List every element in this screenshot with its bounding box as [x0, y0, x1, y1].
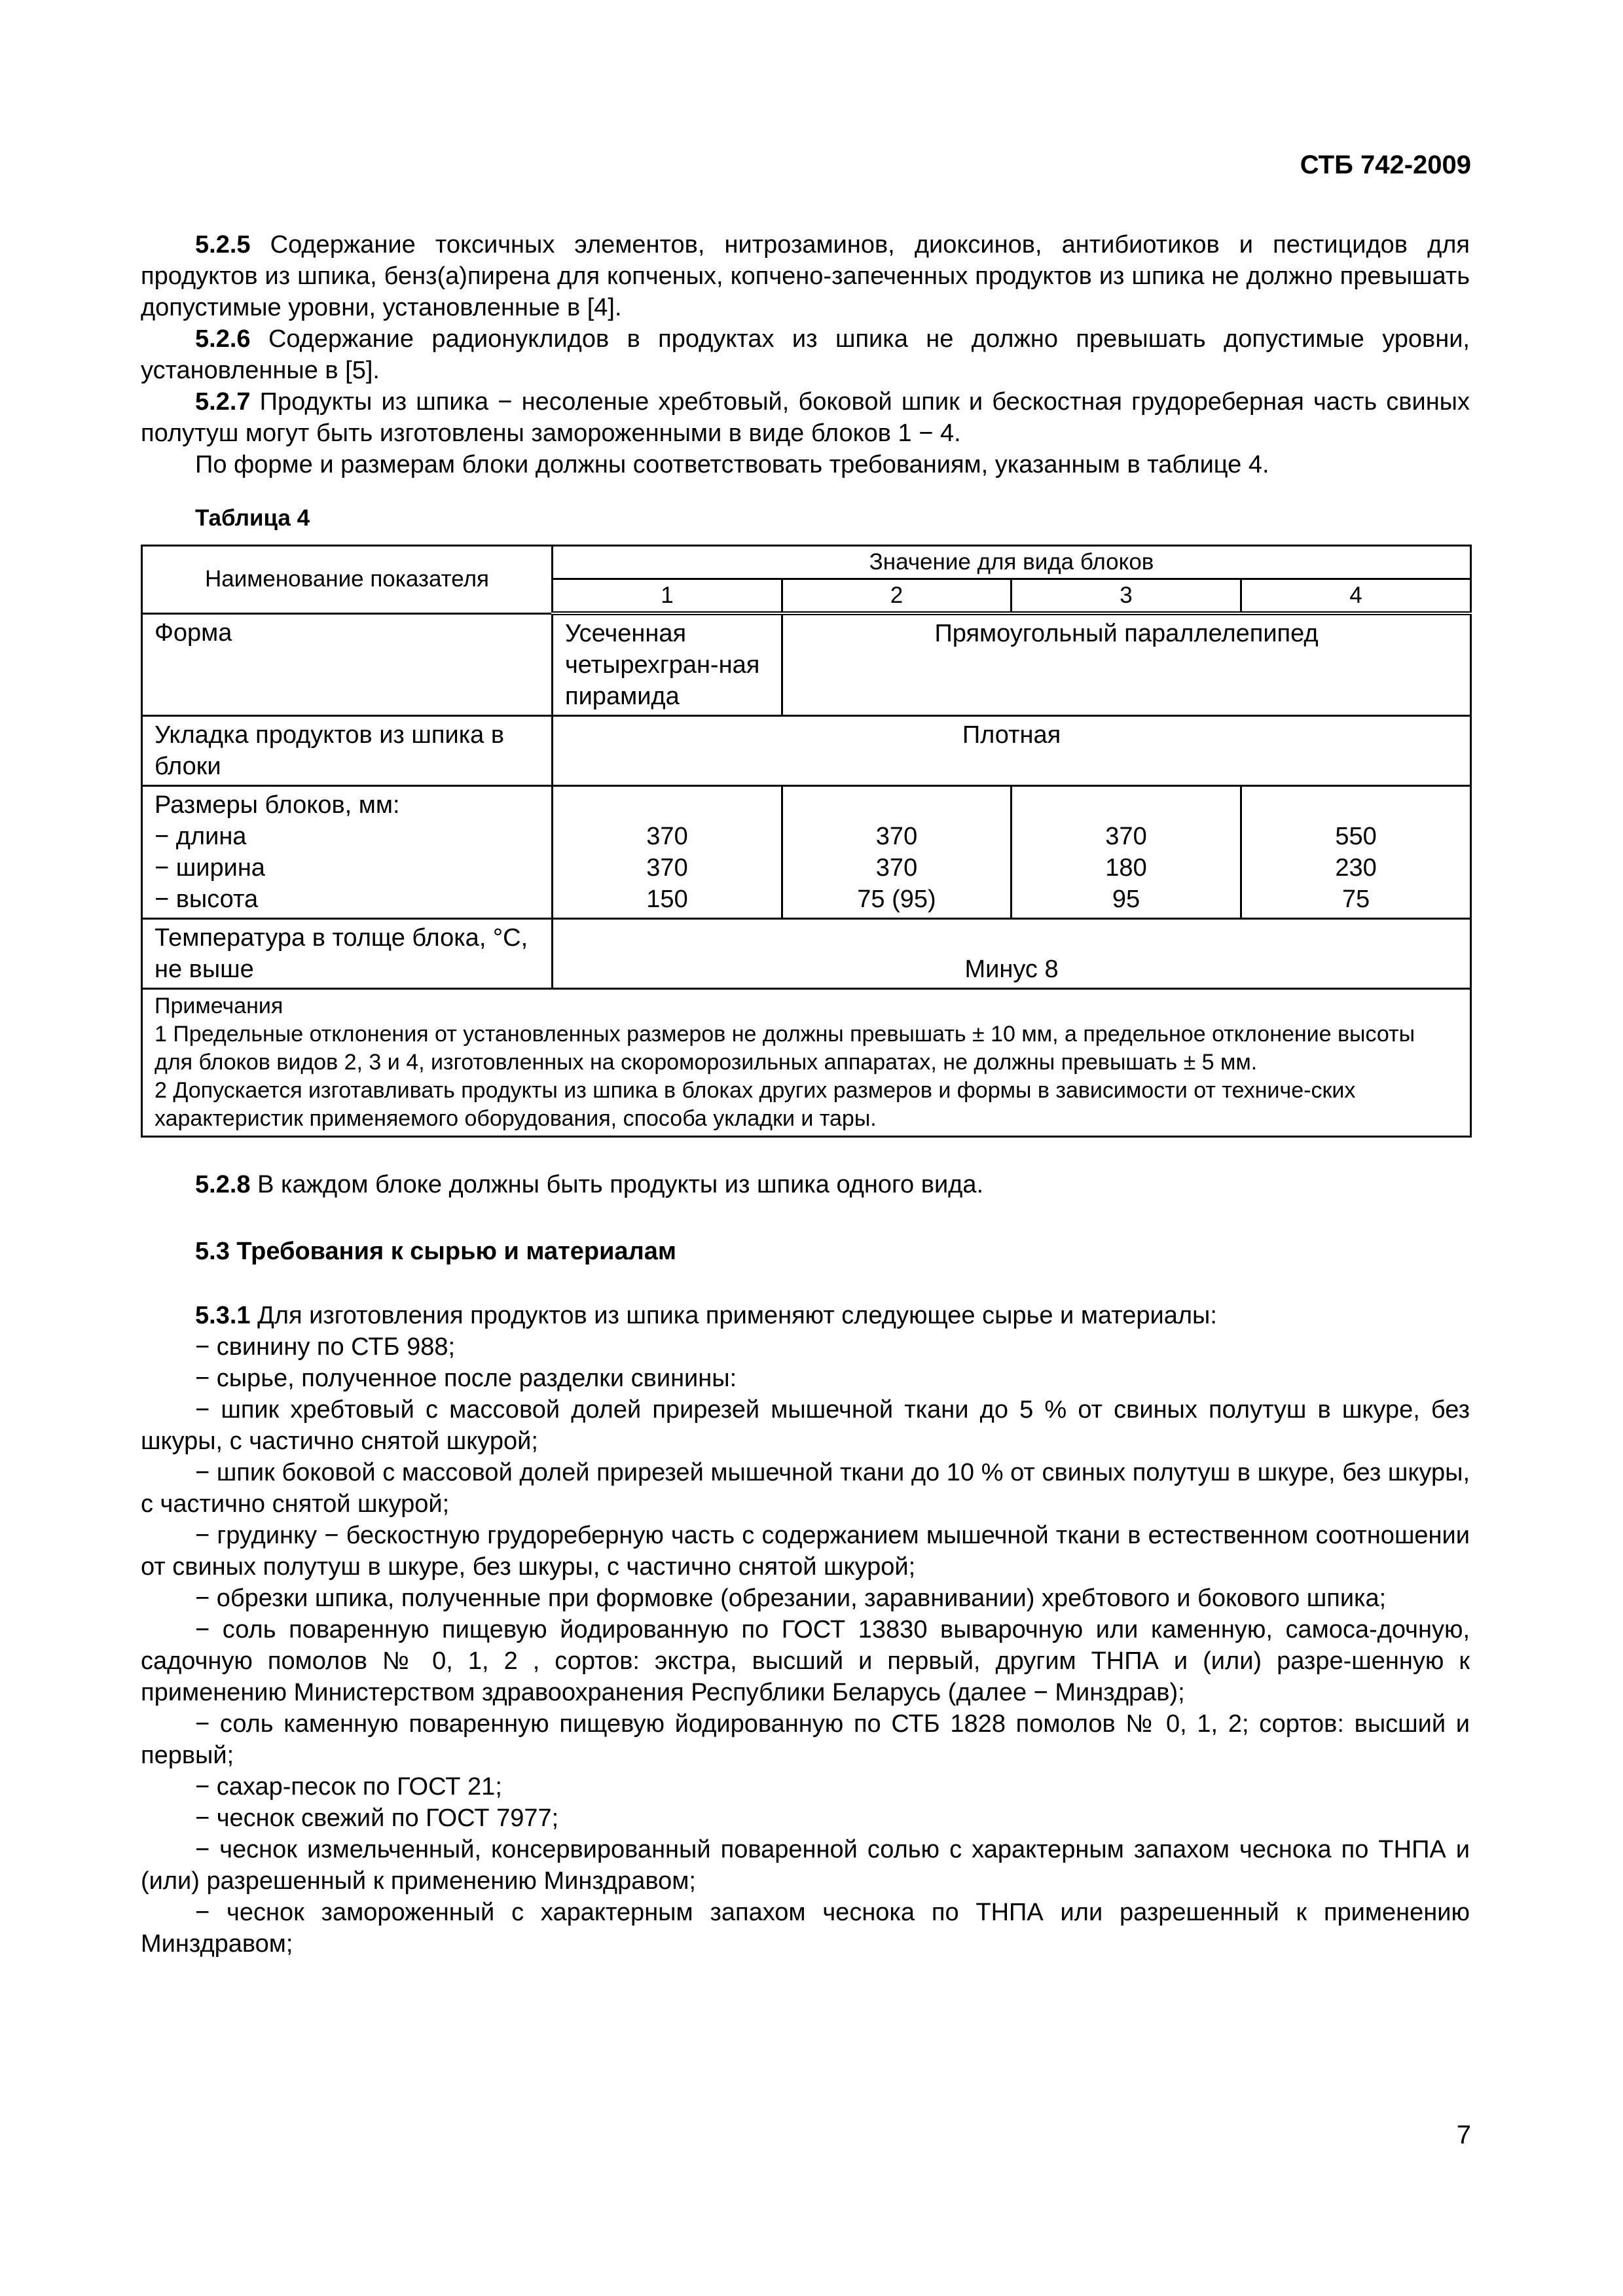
paragraph-5-3-1 [141, 1300, 1470, 1331]
table-caption: Таблица 4 [195, 505, 310, 531]
blocks-table [141, 545, 1472, 1138]
packing-label: Укладка продуктов из шпика в блоки [142, 716, 553, 786]
paragraph-5-2-6 [141, 323, 1470, 386]
clause-number: 5.2.8 [195, 1171, 251, 1198]
clause-number: 5.2.5 [195, 231, 251, 259]
block-4-width: 230 [1335, 854, 1377, 882]
table-row-notes [142, 989, 1471, 1137]
note-1: 1 Предельные отклонения от установленных размеров не должны превышать ± 10 мм, а предельное отклонение высоты для блоков видов 2, 3 и 4, изготовленных на скороморозильных аппаратах, не должны превышать ± 5 мм. [155, 1022, 1415, 1075]
page-number: 7 [1456, 2121, 1471, 2149]
clause-text: Продукты из шпика − несоленые хребтовый, боковой шпик и бескостная грудореберная часть свиных полутуш могут быть изготовлены замороженными в виде блоков 1 − 4. [141, 388, 1470, 447]
header-block-4: 4 [1241, 579, 1471, 614]
packing-value: Плотная [553, 716, 1471, 786]
section-heading-5-3: 5.3 Требования к сырью и материалам [195, 1238, 676, 1265]
table-header-row [142, 546, 1471, 579]
table-row-temperature [142, 919, 1471, 989]
block-3-width: 180 [1105, 854, 1147, 882]
list-item: − грудинку − бескостную грудореберную часть с содержанием мышечной ткани в естественном соотношении от свиных полутуш в шкуре, без шкуры, с частично снятой шкурой; [141, 1522, 1470, 1581]
block-4-length: 550 [1335, 823, 1377, 850]
list-item: − соль каменную поваренную пищевую йодированную по СТБ 1828 помолов № 0, 1, 2; сортов: высший и первый; [141, 1710, 1470, 1769]
header-block-2: 2 [782, 579, 1012, 614]
list-item: − обрезки шпика, полученные при формовке (обрезании, заравнивании) хребтового и бокового шпика; [195, 1585, 1387, 1612]
dimensions-label-cell [142, 786, 553, 919]
header-indicator-name: Наименование показателя [142, 546, 553, 614]
list-item: − свинину по СТБ 988; [195, 1333, 456, 1361]
block-1-width: 370 [646, 854, 688, 882]
list-item: − сырье, полученное после разделки свинины: [195, 1365, 737, 1392]
block-2-width: 370 [875, 854, 918, 882]
dimension-width-label: − ширина [155, 854, 265, 882]
block-4-height: 75 [1341, 886, 1370, 913]
temperature-label: Температура в толще блока, °С, не выше [142, 919, 553, 989]
clause-text: По форме и размерам блоки должны соответствовать требованиям, указанным в таблице 4. [195, 451, 1269, 478]
block-1-length: 370 [646, 823, 688, 850]
list-item: − соль поваренную пищевую йодированную по ГОСТ 13830 выварочную или каменную, самоса-дочную, садочную помолов № 0, 1, 2 , сортов: экстра, высший и первый, другим ТНПА и (или) разре-шенную к применению Министерством здравоохранения Республики Беларусь (далее − Минздрав); [141, 1616, 1470, 1706]
materials-list [141, 1331, 1470, 1960]
note-2: 2 Допускается изготавливать продукты из шпика в блоках других размеров и формы в зависимости от техниче-ских характеристик применяемого оборудования, способа укладки и тары. [155, 1078, 1356, 1131]
list-item: − шпик хребтовый с массовой долей прирезей мышечной ткани до 5 % от свиных полутуш в шкуре, без шкуры, с частично снятой шкурой; [141, 1396, 1470, 1455]
header-block-value: Значение для вида блоков [553, 546, 1471, 579]
dimensions-block-1 [553, 786, 782, 919]
table-row-dimensions [142, 786, 1471, 919]
dimensions-label: Размеры блоков, мм: [155, 791, 400, 819]
block-3-height: 95 [1112, 886, 1140, 913]
header-block-3: 3 [1012, 579, 1241, 614]
dimension-height-label: − высота [155, 886, 259, 913]
table-notes [142, 989, 1471, 1137]
block-2-height: 75 (95) [857, 886, 936, 913]
list-item: − чеснок свежий по ГОСТ 7977; [195, 1804, 559, 1832]
clause-text: Для изготовления продуктов из шпика применяют следующее сырье и материалы: [250, 1302, 1217, 1329]
list-item: − чеснок измельченный, консервированный поваренной солью с характерным запахом чеснока по ТНПА и (или) разрешенный к применению Минздравом; [141, 1836, 1470, 1895]
clause-number: 5.2.6 [195, 325, 251, 353]
table-row-packing [142, 716, 1471, 786]
dimensions-block-2 [782, 786, 1012, 919]
dimensions-block-3 [1012, 786, 1241, 919]
paragraph-5-2-8 [141, 1169, 1470, 1200]
shape-block-1: Усеченная четырехгран-ная пирамида [553, 613, 782, 716]
clause-text: В каждом блоке должны быть продукты из шпика одного вида. [250, 1171, 984, 1198]
clause-number: 5.2.7 [195, 388, 251, 416]
dimensions-block-4 [1241, 786, 1471, 919]
clause-number: 5.3.1 [195, 1302, 251, 1329]
shape-other-blocks: Прямоугольный параллелепипед [782, 613, 1471, 716]
paragraph-5-2-5 [141, 229, 1470, 323]
list-item: − чеснок замороженный с характерным запахом чеснока по ТНПА или разрешенный к применению Минздравом; [141, 1899, 1470, 1958]
notes-title: Примечания [155, 994, 283, 1018]
paragraph-5-2-7 [141, 386, 1470, 449]
temperature-value: Минус 8 [553, 919, 1471, 989]
block-1-height: 150 [646, 886, 688, 913]
block-2-length: 370 [875, 823, 918, 850]
list-item: − шпик боковой с массовой долей прирезей мышечной ткани до 10 % от свиных полутуш в шкуре, без шкуры, с частично снятой шкурой; [141, 1459, 1470, 1518]
clause-text: Содержание радионуклидов в продуктах из шпика не должно превышать допустимые уровни, установленные в [5]. [141, 325, 1470, 384]
header-block-1: 1 [553, 579, 782, 614]
paragraph-table-reference [141, 449, 1470, 480]
document-id-header: СТБ 742-2009 [1300, 151, 1471, 179]
list-item: − сахар-песок по ГОСТ 21; [195, 1773, 502, 1801]
table-row-shape [142, 613, 1471, 716]
block-3-length: 370 [1105, 823, 1147, 850]
page-content [141, 229, 1470, 1960]
dimension-length-label: − длина [155, 823, 247, 850]
clause-text: Содержание токсичных элементов, нитрозаминов, диоксинов, антибиотиков и пестицидов для продуктов из шпика, бенз(а)пирена для копченых, копчено-запеченных продуктов из шпика не должно превышать допустимые уровни, установленные в [4]. [141, 231, 1470, 321]
shape-label: Форма [142, 613, 553, 716]
